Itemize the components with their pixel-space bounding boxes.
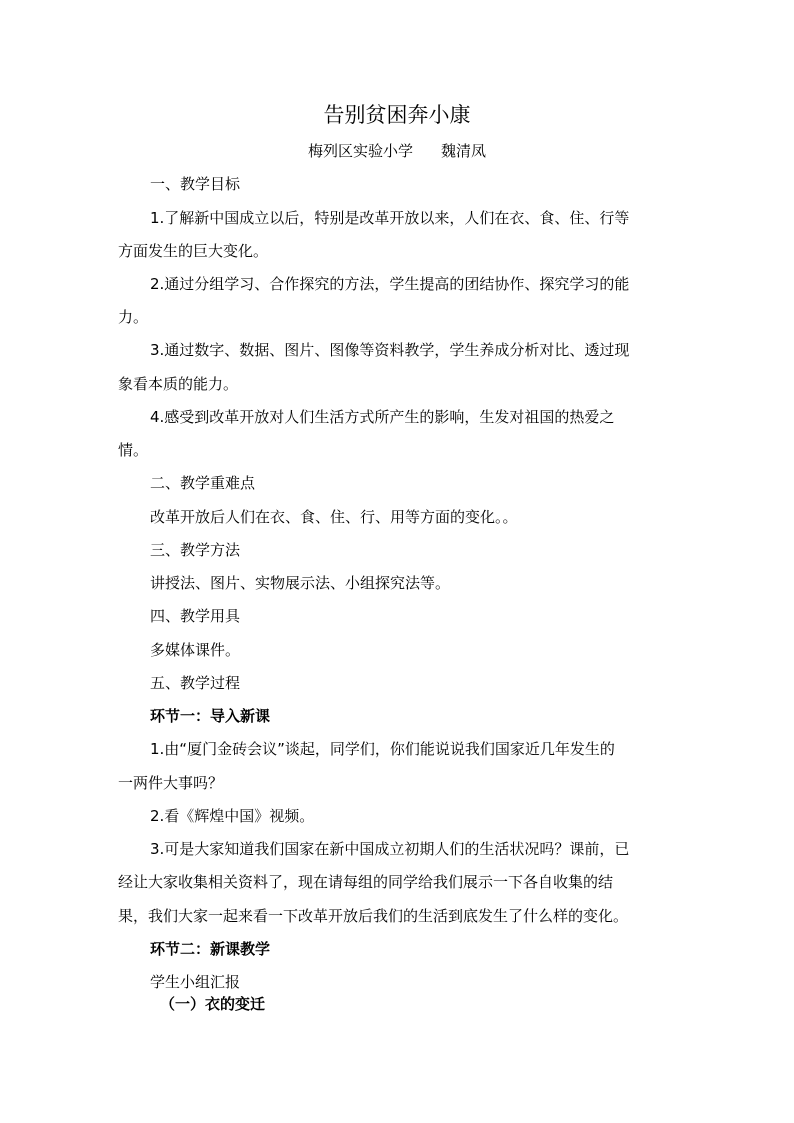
objective-2-line1: 2.通过分组学习、合作探究的方法，学生提高的团结协作、探究学习的能 [150, 275, 630, 293]
step2-text: 学生小组汇报 [150, 973, 241, 991]
subsection-clothing: （一）衣的变迁 [160, 995, 266, 1013]
objective-2-line2: 力。 [118, 308, 149, 326]
step1-item3-line2: 经让大家收集相关资料了，现在请每组的同学给我们展示一下各自收集的结 [118, 873, 614, 891]
step1-item3-line1: 3.可是大家知道我们国家在新中国成立初期人们的生活状况吗？课前，已 [150, 840, 630, 858]
step1-item3-line3: 果，我们大家一起来看一下改革开放后我们的生活到底发生了什么样的变化。 [118, 907, 629, 925]
tools-text: 多媒体课件。 [150, 641, 241, 659]
objective-4-line1: 4.感受到改革开放对人们生活方式所产生的影响，生发对祖国的热爱之 [150, 408, 615, 426]
objective-1-line1: 1.了解新中国成立以后，特别是改革开放以来，人们在衣、食、住、行等 [150, 209, 630, 227]
objectives-heading: 一、教学目标 [150, 175, 241, 193]
step1-item1-line2: 一两件大事吗？ [118, 774, 224, 792]
step1-heading: 环节一：导入新课 [150, 707, 271, 725]
document-title: 告别贫困奔小康 [323, 103, 471, 127]
process-heading: 五、教学过程 [150, 674, 241, 692]
step1-item2: 2.看《辉煌中国》视频。 [150, 807, 315, 825]
objective-3-line2: 象看本质的能力。 [118, 375, 239, 393]
author-name: 魏清凤 [441, 142, 487, 160]
step1-item1-line1: 1.由“厦门金砖会议”谈起，同学们，你们能说说我们国家近几年发生的 [150, 740, 615, 758]
step2-heading: 环节二：新课教学 [150, 940, 271, 958]
school-name: 梅列区实验小学 [307, 142, 413, 160]
methods-text: 讲授法、图片、实物展示法、小组探究法等。 [150, 574, 451, 592]
key-points-heading: 二、教学重难点 [150, 474, 256, 492]
methods-heading: 三、教学方法 [150, 541, 241, 559]
tools-heading: 四、教学用具 [150, 607, 241, 625]
objective-4-line2: 情。 [118, 441, 149, 459]
author-line [0, 141, 794, 161]
objective-3-line1: 3.通过数字、数据、图片、图像等资料教学，学生养成分析对比、透过现 [150, 341, 630, 359]
key-points-text: 改革开放后人们在衣、食、住、行、用等方面的变化。。 [150, 508, 518, 526]
objective-1-line2: 方面发生的巨大变化。 [118, 242, 269, 260]
